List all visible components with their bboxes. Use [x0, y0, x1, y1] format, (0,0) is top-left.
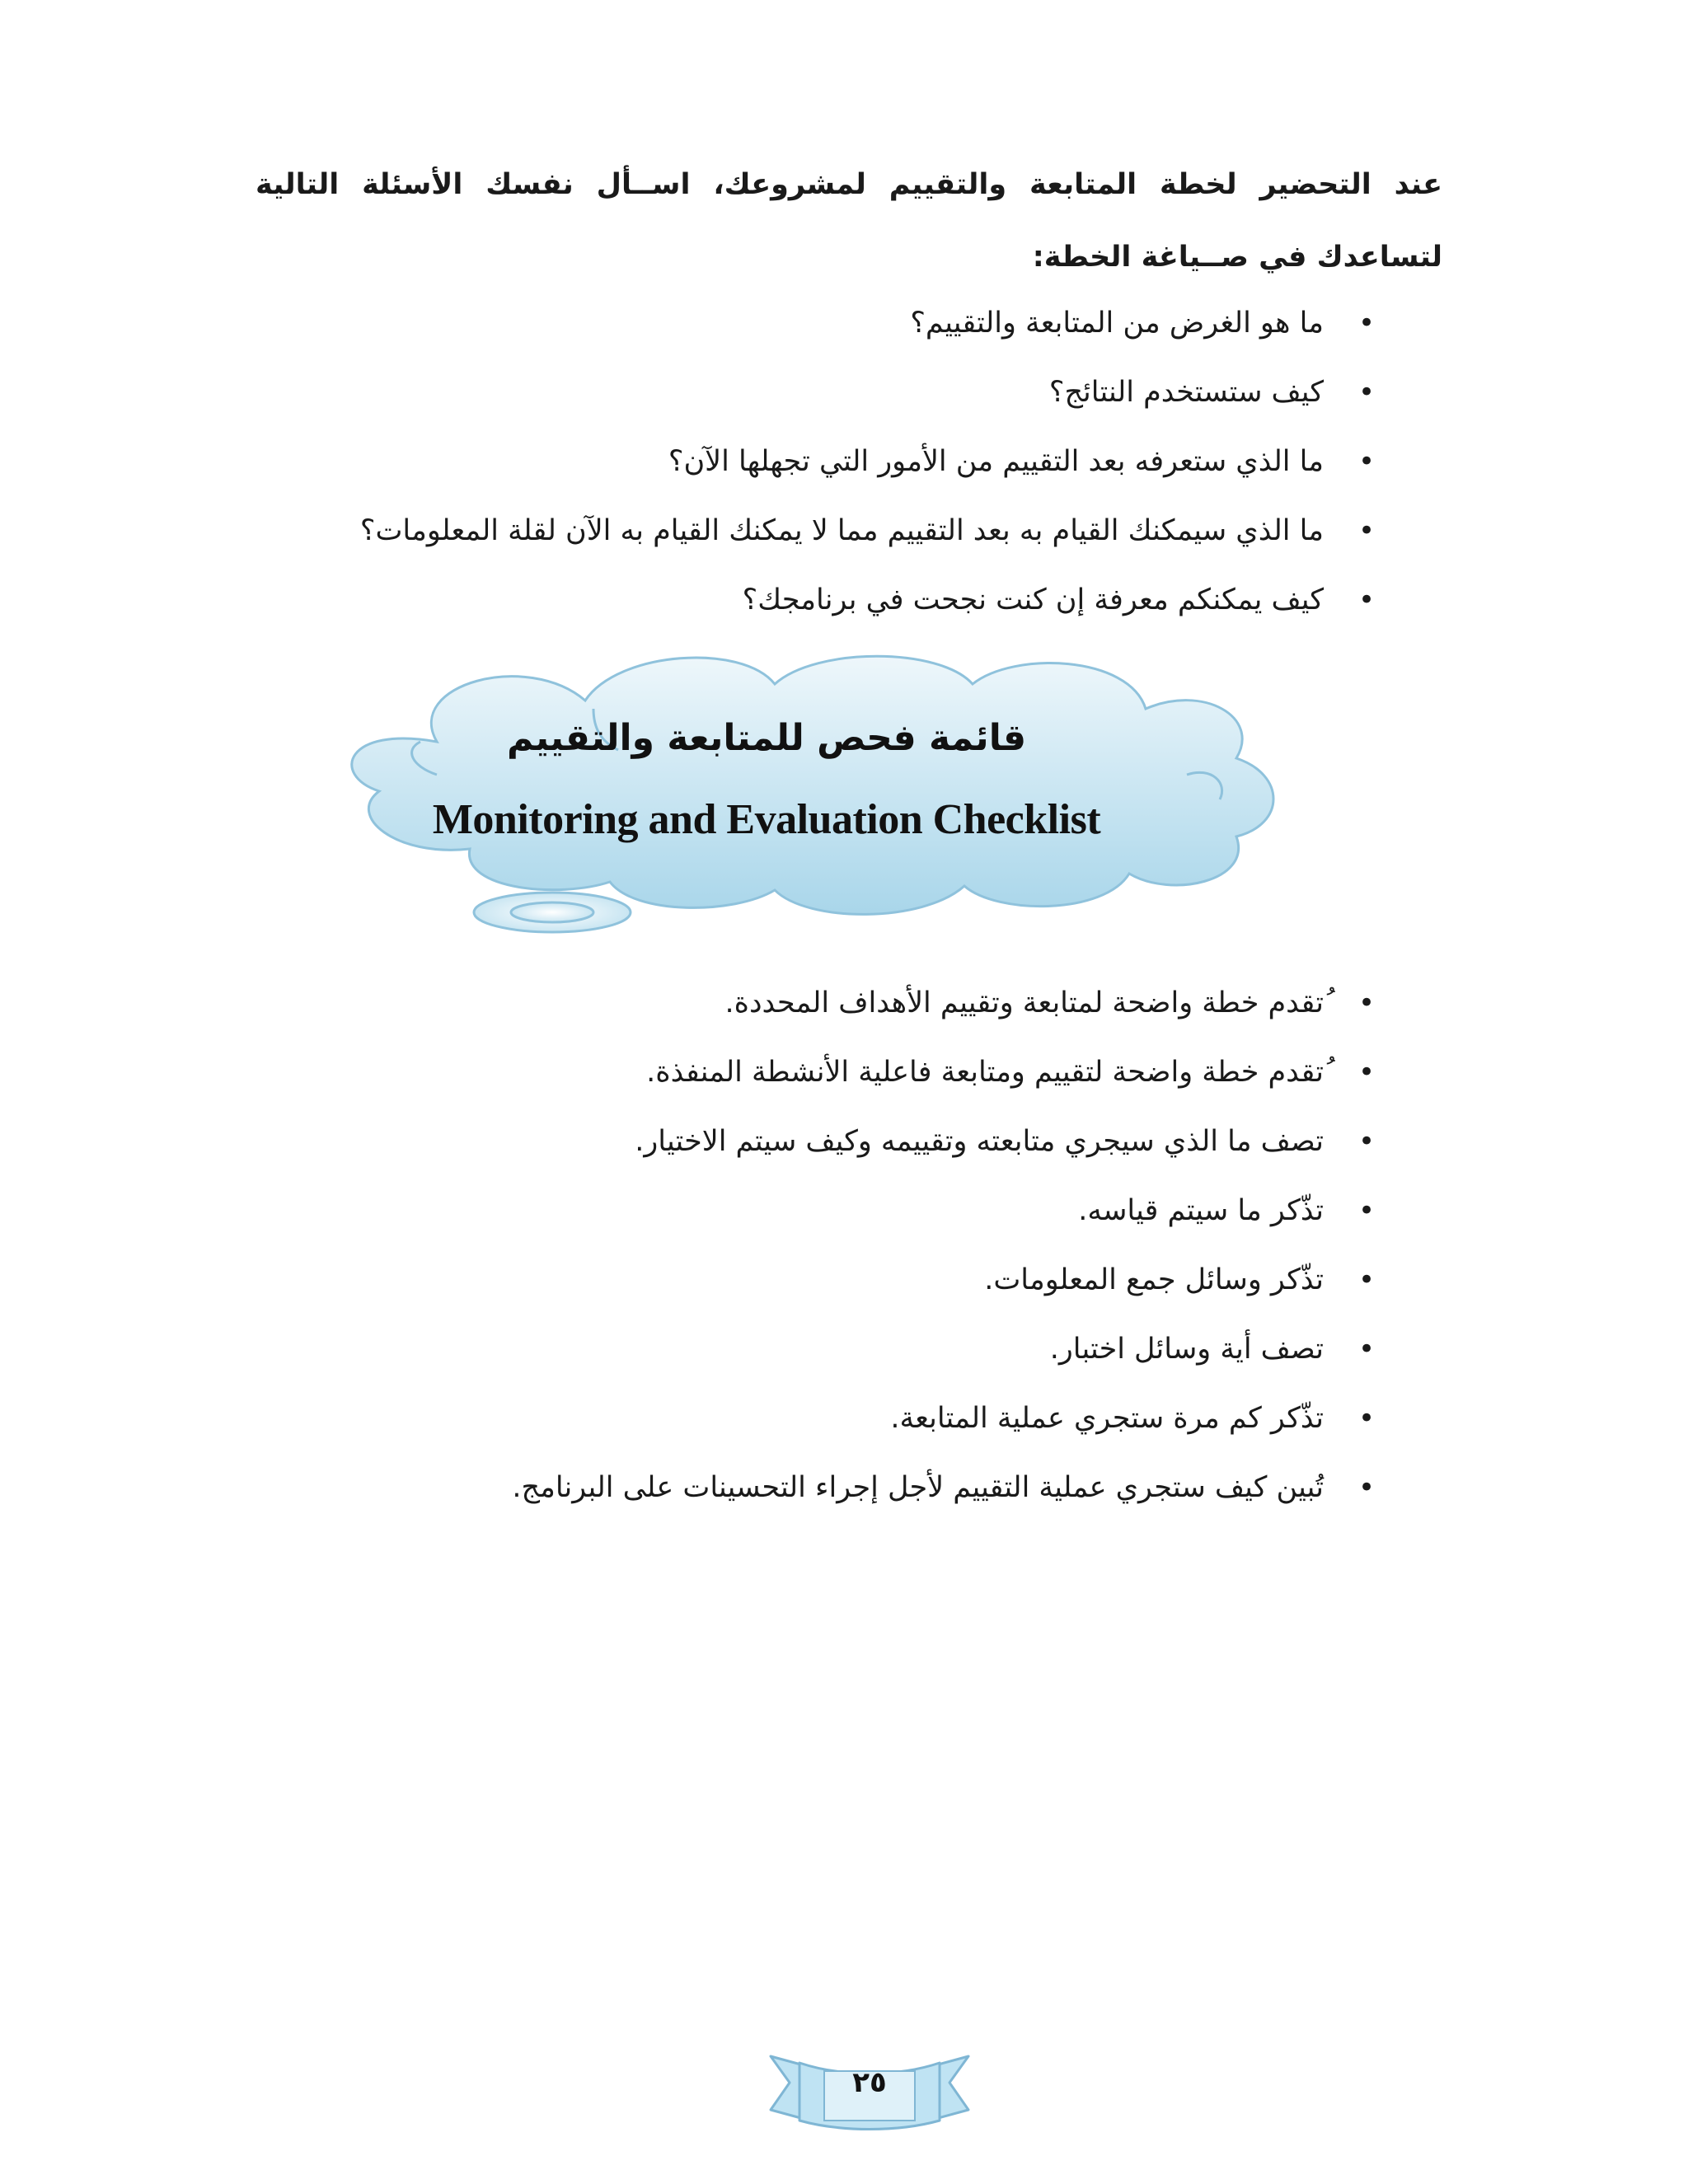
checklist-title-cloud — [313, 651, 1385, 948]
list-item: • تذّكر كم مرة ستجري عملية المتابعة. — [221, 1384, 1375, 1453]
list-item: • تذّكر وسائل جمع المعلومات. — [221, 1245, 1375, 1315]
list-item: • كيف يمكنكم معرفة إن كنت نجحت في برنامجك؟ — [221, 565, 1375, 635]
list-item: • ما هو الغرض من المتابعة والتقييم؟ — [221, 288, 1375, 358]
cloud-title-english: Monitoring and Evaluation Checklist — [432, 796, 1101, 843]
list-item: • ما الذي سيمكنك القيام به بعد التقييم مما لا يمكنك القيام به الآن لقلة المعلومات؟ — [221, 496, 1375, 565]
list-item: • كيف ستستخدم النتائج؟ — [221, 358, 1375, 427]
list-item: • تذّكر ما سيتم قياسه. — [221, 1176, 1375, 1245]
page-number: ٢٥ — [852, 2066, 887, 2099]
list-item: • ُتقدم خطة واضحة لمتابعة وتقييم الأهداف المحددة. — [221, 968, 1375, 1038]
list-item: • ما الذي ستعرفه بعد التقييم من الأمور التي تجهلها الآن؟ — [221, 427, 1375, 496]
cloud-title-arabic: قائمة فحص للمتابعة والتقييم — [506, 717, 1027, 759]
list-item: • تصف أية وسائل اختبار. — [221, 1315, 1375, 1384]
questions-list — [221, 288, 1375, 635]
list-item: • ُتقدم خطة واضحة لتقييم ومتابعة فاعلية الأنشطة المنفذة. — [221, 1038, 1375, 1107]
list-item: • تُبين كيف ستجري عملية التقييم لأجل إجراء التحسينات على البرنامج. — [221, 1453, 1375, 1522]
intro-paragraph: عند التحضير لخطة المتابعة والتقييم لمشروعك، اســأل نفسك الأسئلة التالية لتساعدك في صــياغة الخطة: — [256, 168, 1442, 274]
list-item: • تصف ما الذي سيجري متابعته وتقييمه وكيف سيتم الاختيار. — [221, 1107, 1375, 1176]
page-number-ribbon — [767, 2040, 973, 2139]
checklist — [221, 968, 1375, 1522]
